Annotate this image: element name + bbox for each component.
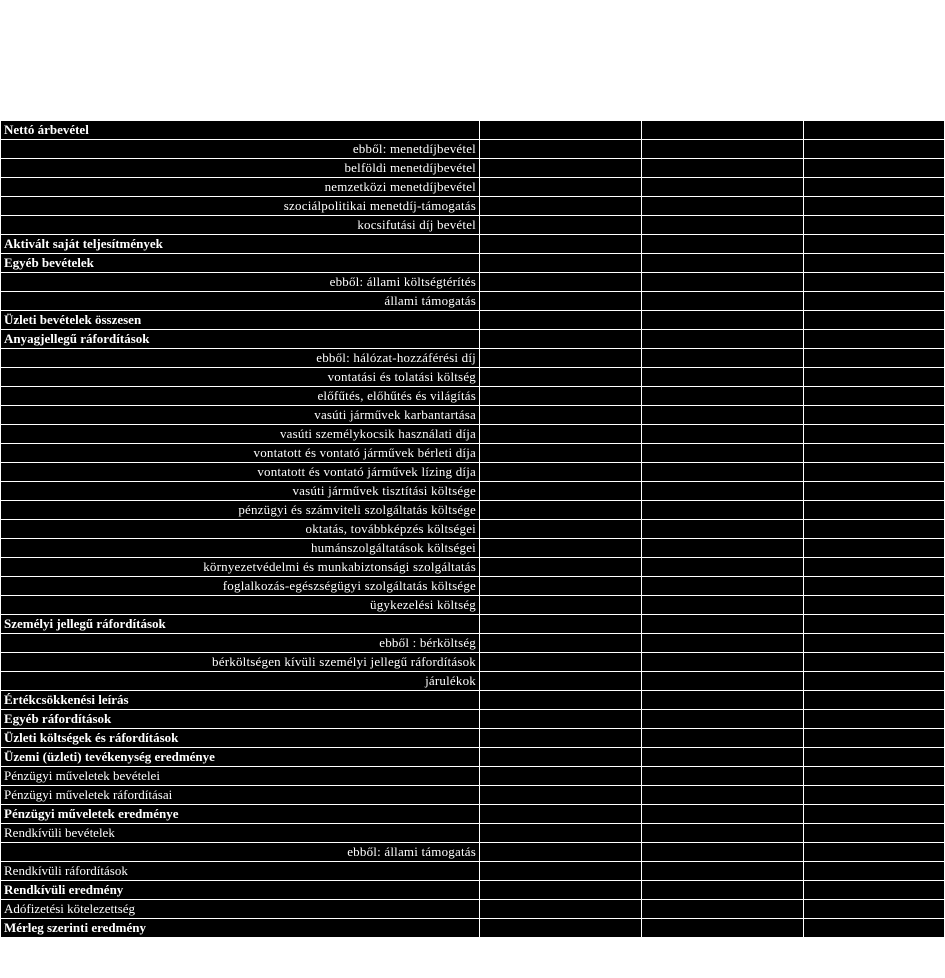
value-cell-3 [804, 273, 945, 292]
value-cell-1 [480, 254, 642, 273]
value-cell-3 [804, 615, 945, 634]
row-label: Üzemi (üzleti) tevékenység eredménye [1, 748, 480, 767]
value-cell-2 [642, 577, 804, 596]
row-label: kocsifutási díj bevétel [1, 216, 480, 235]
value-cell-2 [642, 786, 804, 805]
value-cell-2 [642, 558, 804, 577]
value-cell-2 [642, 900, 804, 919]
table-row [1, 387, 945, 406]
table-row [1, 368, 945, 387]
table-row [1, 159, 945, 178]
value-cell-3 [804, 387, 945, 406]
value-cell-3 [804, 121, 945, 140]
row-label: vasúti járművek karbantartása [1, 406, 480, 425]
table-row [1, 729, 945, 748]
row-label: vasúti járművek tisztítási költsége [1, 482, 480, 501]
value-cell-2 [642, 881, 804, 900]
value-cell-2 [642, 653, 804, 672]
value-cell-3 [804, 710, 945, 729]
value-cell-2 [642, 216, 804, 235]
value-cell-3 [804, 843, 945, 862]
table-row [1, 710, 945, 729]
value-cell-1 [480, 121, 642, 140]
row-label: Rendkívüli ráfordítások [1, 862, 480, 881]
value-cell-2 [642, 672, 804, 691]
value-cell-1 [480, 748, 642, 767]
value-cell-2 [642, 615, 804, 634]
value-cell-1 [480, 558, 642, 577]
value-cell-3 [804, 805, 945, 824]
value-cell-2 [642, 463, 804, 482]
row-label: Egyéb ráfordítások [1, 710, 480, 729]
row-label: humánszolgáltatások költségei [1, 539, 480, 558]
value-cell-2 [642, 691, 804, 710]
value-cell-3 [804, 862, 945, 881]
table-row [1, 273, 945, 292]
value-cell-1 [480, 862, 642, 881]
table-row [1, 311, 945, 330]
value-cell-2 [642, 482, 804, 501]
value-cell-1 [480, 501, 642, 520]
value-cell-2 [642, 387, 804, 406]
table-row [1, 805, 945, 824]
value-cell-3 [804, 330, 945, 349]
row-label: Egyéb bevételek [1, 254, 480, 273]
row-label: előfűtés, előhűtés és világítás [1, 387, 480, 406]
value-cell-1 [480, 805, 642, 824]
row-label: vontatott és vontató járművek lízing díja [1, 463, 480, 482]
value-cell-3 [804, 767, 945, 786]
value-cell-2 [642, 862, 804, 881]
value-cell-2 [642, 330, 804, 349]
table-row [1, 558, 945, 577]
table-row [1, 197, 945, 216]
value-cell-3 [804, 425, 945, 444]
row-label: Üzleti költségek és ráfordítások [1, 729, 480, 748]
table-row [1, 824, 945, 843]
row-label: ebből: menetdíjbevétel [1, 140, 480, 159]
value-cell-1 [480, 463, 642, 482]
row-label: belföldi menetdíjbevétel [1, 159, 480, 178]
value-cell-1 [480, 881, 642, 900]
value-cell-3 [804, 596, 945, 615]
row-label: Rendkívüli bevételek [1, 824, 480, 843]
row-label: Anyagjellegű ráfordítások [1, 330, 480, 349]
table-row [1, 178, 945, 197]
table-row [1, 691, 945, 710]
value-cell-1 [480, 596, 642, 615]
value-cell-2 [642, 159, 804, 178]
value-cell-3 [804, 672, 945, 691]
value-cell-2 [642, 520, 804, 539]
table-row [1, 406, 945, 425]
table-row [1, 444, 945, 463]
value-cell-1 [480, 330, 642, 349]
value-cell-1 [480, 653, 642, 672]
value-cell-2 [642, 919, 804, 938]
table-row [1, 425, 945, 444]
value-cell-1 [480, 425, 642, 444]
row-label: Pénzügyi műveletek bevételei [1, 767, 480, 786]
value-cell-1 [480, 691, 642, 710]
table-row [1, 615, 945, 634]
value-cell-2 [642, 824, 804, 843]
value-cell-3 [804, 634, 945, 653]
row-label: pénzügyi és számviteli szolgáltatás költsége [1, 501, 480, 520]
value-cell-1 [480, 292, 642, 311]
value-cell-2 [642, 406, 804, 425]
table-row [1, 748, 945, 767]
value-cell-1 [480, 577, 642, 596]
row-label: vasúti személykocsik használati díja [1, 425, 480, 444]
income-statement-table [0, 120, 945, 938]
value-cell-1 [480, 729, 642, 748]
table-row [1, 349, 945, 368]
value-cell-3 [804, 216, 945, 235]
row-label: állami támogatás [1, 292, 480, 311]
table-row [1, 539, 945, 558]
table-row [1, 292, 945, 311]
table-row [1, 121, 945, 140]
value-cell-1 [480, 387, 642, 406]
value-cell-1 [480, 843, 642, 862]
table-row [1, 786, 945, 805]
value-cell-3 [804, 748, 945, 767]
value-cell-3 [804, 349, 945, 368]
table-row [1, 482, 945, 501]
row-label: Üzleti bevételek összesen [1, 311, 480, 330]
value-cell-2 [642, 273, 804, 292]
row-label: Pénzügyi műveletek eredménye [1, 805, 480, 824]
value-cell-3 [804, 235, 945, 254]
value-cell-1 [480, 235, 642, 254]
value-cell-1 [480, 824, 642, 843]
row-label: nemzetközi menetdíjbevétel [1, 178, 480, 197]
value-cell-2 [642, 501, 804, 520]
row-label: Pénzügyi műveletek ráfordításai [1, 786, 480, 805]
value-cell-1 [480, 159, 642, 178]
row-label: Mérleg szerinti eredmény [1, 919, 480, 938]
value-cell-1 [480, 178, 642, 197]
row-label: járulékok [1, 672, 480, 691]
table-row [1, 330, 945, 349]
value-cell-2 [642, 368, 804, 387]
value-cell-2 [642, 767, 804, 786]
value-cell-3 [804, 463, 945, 482]
value-cell-2 [642, 425, 804, 444]
value-cell-3 [804, 368, 945, 387]
value-cell-1 [480, 900, 642, 919]
row-label: környezetvédelmi és munkabiztonsági szolgáltatás [1, 558, 480, 577]
value-cell-1 [480, 786, 642, 805]
value-cell-1 [480, 520, 642, 539]
value-cell-3 [804, 311, 945, 330]
value-cell-3 [804, 900, 945, 919]
table-row [1, 520, 945, 539]
row-label: vontatási és tolatási költség [1, 368, 480, 387]
value-cell-1 [480, 634, 642, 653]
table-row [1, 919, 945, 938]
value-cell-1 [480, 273, 642, 292]
value-cell-1 [480, 311, 642, 330]
value-cell-1 [480, 539, 642, 558]
value-cell-1 [480, 406, 642, 425]
value-cell-3 [804, 501, 945, 520]
value-cell-1 [480, 482, 642, 501]
value-cell-1 [480, 349, 642, 368]
row-label: Személyi jellegű ráfordítások [1, 615, 480, 634]
value-cell-3 [804, 919, 945, 938]
value-cell-1 [480, 919, 642, 938]
value-cell-1 [480, 615, 642, 634]
row-label: Adófizetési kötelezettség [1, 900, 480, 919]
table-row [1, 672, 945, 691]
value-cell-2 [642, 311, 804, 330]
value-cell-3 [804, 406, 945, 425]
value-cell-2 [642, 197, 804, 216]
value-cell-2 [642, 539, 804, 558]
value-cell-3 [804, 444, 945, 463]
value-cell-2 [642, 596, 804, 615]
value-cell-2 [642, 235, 804, 254]
table-row [1, 577, 945, 596]
value-cell-3 [804, 159, 945, 178]
value-cell-1 [480, 368, 642, 387]
table-row [1, 254, 945, 273]
value-cell-2 [642, 805, 804, 824]
value-cell-2 [642, 748, 804, 767]
income-statement-rows [1, 121, 945, 938]
row-label: ebből: állami költségtérítés [1, 273, 480, 292]
table-row [1, 900, 945, 919]
row-label: Értékcsökkenési leírás [1, 691, 480, 710]
value-cell-1 [480, 710, 642, 729]
table-row [1, 843, 945, 862]
value-cell-3 [804, 824, 945, 843]
value-cell-3 [804, 178, 945, 197]
value-cell-2 [642, 349, 804, 368]
row-label: bérköltségen kívüli személyi jellegű ráfordítások [1, 653, 480, 672]
table-row [1, 881, 945, 900]
value-cell-2 [642, 729, 804, 748]
value-cell-3 [804, 197, 945, 216]
row-label: Aktivált saját teljesítmények [1, 235, 480, 254]
row-label: ebből: állami támogatás [1, 843, 480, 862]
value-cell-2 [642, 444, 804, 463]
value-cell-1 [480, 216, 642, 235]
row-label: vontatott és vontató járművek bérleti díja [1, 444, 480, 463]
value-cell-3 [804, 558, 945, 577]
row-label: ügykezelési költség [1, 596, 480, 615]
row-label: szociálpolitikai menetdíj-támogatás [1, 197, 480, 216]
value-cell-1 [480, 140, 642, 159]
value-cell-2 [642, 254, 804, 273]
value-cell-3 [804, 881, 945, 900]
value-cell-1 [480, 197, 642, 216]
table-row [1, 634, 945, 653]
table-row [1, 653, 945, 672]
row-label: Rendkívüli eredmény [1, 881, 480, 900]
value-cell-3 [804, 520, 945, 539]
value-cell-2 [642, 634, 804, 653]
value-cell-2 [642, 121, 804, 140]
value-cell-3 [804, 653, 945, 672]
row-label: ebből: hálózat-hozzáférési díj [1, 349, 480, 368]
value-cell-3 [804, 254, 945, 273]
table-row [1, 216, 945, 235]
value-cell-1 [480, 767, 642, 786]
table-row [1, 767, 945, 786]
value-cell-3 [804, 577, 945, 596]
value-cell-2 [642, 292, 804, 311]
table-row [1, 501, 945, 520]
row-label: Nettó árbevétel [1, 121, 480, 140]
value-cell-3 [804, 729, 945, 748]
value-cell-3 [804, 691, 945, 710]
row-label: oktatás, továbbképzés költségei [1, 520, 480, 539]
value-cell-3 [804, 292, 945, 311]
value-cell-2 [642, 140, 804, 159]
value-cell-2 [642, 178, 804, 197]
value-cell-3 [804, 539, 945, 558]
table-row [1, 862, 945, 881]
value-cell-3 [804, 786, 945, 805]
table-row [1, 140, 945, 159]
value-cell-2 [642, 843, 804, 862]
value-cell-1 [480, 672, 642, 691]
financial-statement-sheet [0, 120, 945, 938]
table-row [1, 463, 945, 482]
row-label: ebből : bérköltség [1, 634, 480, 653]
table-row [1, 596, 945, 615]
table-row [1, 235, 945, 254]
value-cell-3 [804, 482, 945, 501]
value-cell-1 [480, 444, 642, 463]
row-label: foglalkozás-egészségügyi szolgáltatás költsége [1, 577, 480, 596]
value-cell-2 [642, 710, 804, 729]
value-cell-3 [804, 140, 945, 159]
